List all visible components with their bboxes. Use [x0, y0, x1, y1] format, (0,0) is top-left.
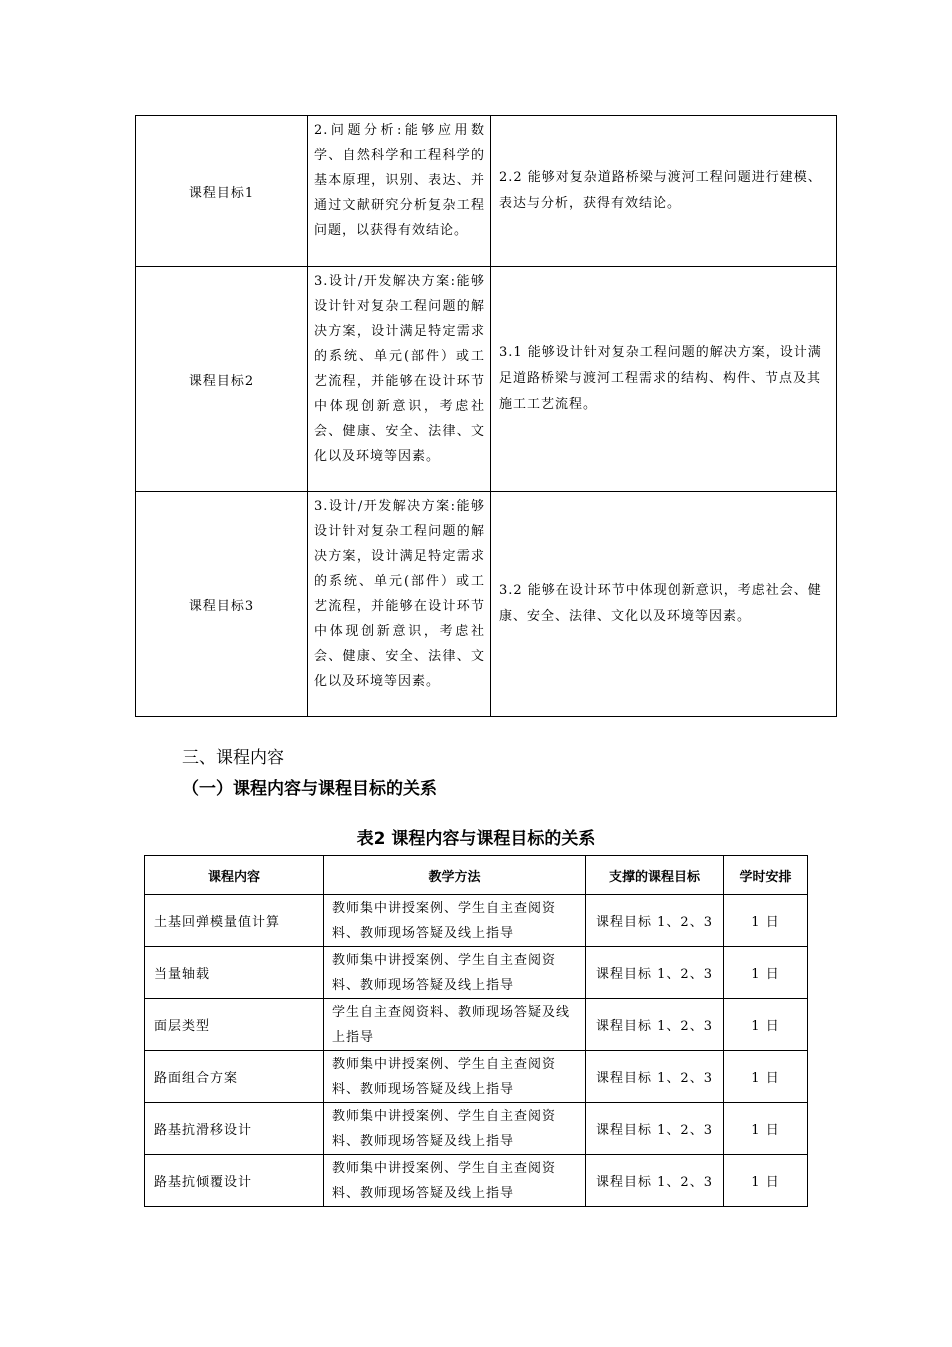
indicator-cell: 2.2 能够对复杂道路桥梁与渡河工程问题进行建模、表达与分析，获得有效结论。 [491, 116, 837, 267]
requirement-cell: 3.设计/开发解决方案:能够设计针对复杂工程问题的解决方案，设计满足特定需求的系统、单元(部件）或工艺流程，并能够在设计环节中体现创新意识，考虑社会、健康、安全、法律、文化以及环境等因素。 [308, 492, 491, 717]
requirement-cell: 2.问题分析:能够应用数学、自然科学和工程科学的基本原理，识别、表达、并通过文献研究分析复杂工程问题，以获得有效结论。 [308, 116, 491, 267]
column-header: 课程内容 [145, 856, 324, 895]
table-row [145, 999, 808, 1051]
content-cell: 当量轴载 [145, 947, 324, 999]
method-cell: 教师集中讲授案例、学生自主查阅资料、教师现场答疑及线上指导 [324, 1155, 586, 1207]
goals-cell: 课程目标 1、2、3 [586, 999, 724, 1051]
method-cell: 教师集中讲授案例、学生自主查阅资料、教师现场答疑及线上指导 [324, 895, 586, 947]
content-cell: 路基抗滑移设计 [145, 1103, 324, 1155]
hours-cell: 1 日 [724, 1103, 808, 1155]
content-cell: 路基抗倾覆设计 [145, 1155, 324, 1207]
table-header-row [145, 856, 808, 895]
content-cell: 面层类型 [145, 999, 324, 1051]
table-row [136, 492, 837, 717]
content-cell: 路面组合方案 [145, 1051, 324, 1103]
table-row [145, 1103, 808, 1155]
table-row [136, 267, 837, 492]
goals-cell: 课程目标 1、2、3 [586, 1103, 724, 1155]
table-row [136, 116, 837, 267]
section-heading: 三、课程内容 [182, 748, 284, 768]
hours-cell: 1 日 [724, 947, 808, 999]
table-row [145, 1051, 808, 1103]
table-row [145, 947, 808, 999]
table-row [145, 895, 808, 947]
content-cell: 土基回弹模量值计算 [145, 895, 324, 947]
table-row [145, 1155, 808, 1207]
table-caption: 表2 课程内容与课程目标的关系 [356, 829, 596, 849]
goals-cell: 课程目标 1、2、3 [586, 895, 724, 947]
indicator-cell: 3.1 能够设计针对复杂工程问题的解决方案，设计满足道路桥梁与渡河工程需求的结构、构件、节点及其施工工艺流程。 [491, 267, 837, 492]
method-cell: 学生自主查阅资料、教师现场答疑及线上指导 [324, 999, 586, 1051]
requirement-cell: 3.设计/开发解决方案:能够设计针对复杂工程问题的解决方案，设计满足特定需求的系统、单元(部件）或工艺流程，并能够在设计环节中体现创新意识，考虑社会、健康、安全、法律、文化以及环境等因素。 [308, 267, 491, 492]
method-cell: 教师集中讲授案例、学生自主查阅资料、教师现场答疑及线上指导 [324, 947, 586, 999]
goals-cell: 课程目标 1、2、3 [586, 1051, 724, 1103]
column-header: 学时安排 [724, 856, 808, 895]
hours-cell: 1 日 [724, 999, 808, 1051]
goals-cell: 课程目标 1、2、3 [586, 1155, 724, 1207]
hours-cell: 1 日 [724, 1155, 808, 1207]
hours-cell: 1 日 [724, 1051, 808, 1103]
method-cell: 教师集中讲授案例、学生自主查阅资料、教师现场答疑及线上指导 [324, 1103, 586, 1155]
goal-cell: 课程目标3 [136, 492, 308, 717]
content-table [144, 855, 808, 1207]
goals-table [135, 115, 837, 717]
goal-cell: 课程目标2 [136, 267, 308, 492]
column-header: 支撑的课程目标 [586, 856, 724, 895]
goals-cell: 课程目标 1、2、3 [586, 947, 724, 999]
method-cell: 教师集中讲授案例、学生自主查阅资料、教师现场答疑及线上指导 [324, 1051, 586, 1103]
hours-cell: 1 日 [724, 895, 808, 947]
goal-cell: 课程目标1 [136, 116, 308, 267]
indicator-cell: 3.2 能够在设计环节中体现创新意识，考虑社会、健康、安全、法律、文化以及环境等因素。 [491, 492, 837, 717]
subsection-heading: （一）课程内容与课程目标的关系 [182, 779, 437, 799]
column-header: 教学方法 [324, 856, 586, 895]
